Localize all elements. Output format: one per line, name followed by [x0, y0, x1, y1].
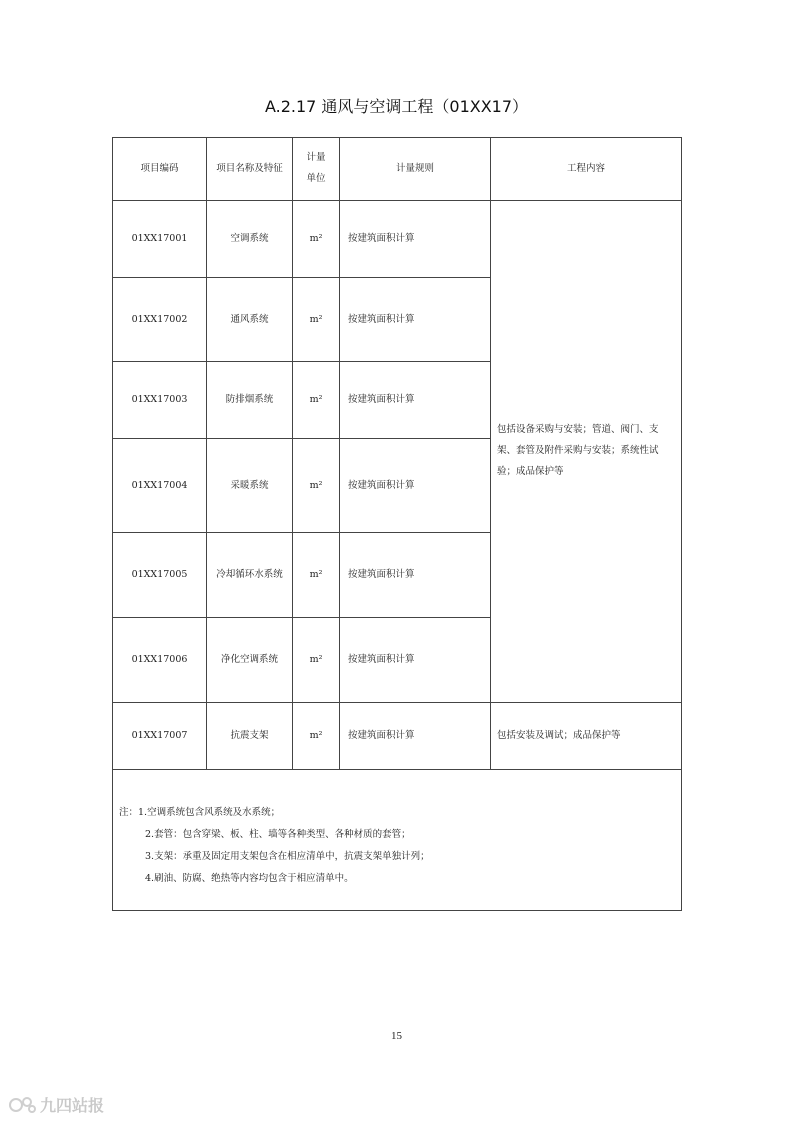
row-name: 抗震支架 [207, 703, 293, 770]
header-unit-line1: 计量 [306, 152, 326, 164]
row-rule: 按建筑面积计算 [340, 362, 491, 439]
row-unit: m² [293, 362, 340, 439]
row-content: 包括安装及调试；成品保护等 [491, 703, 682, 770]
row-unit: m² [293, 278, 340, 362]
row-unit: m² [293, 618, 340, 703]
row-code: 01XX17007 [113, 703, 207, 770]
row-unit: m² [293, 439, 340, 533]
header-code: 项目编码 [113, 138, 207, 201]
row-rule: 按建筑面积计算 [340, 618, 491, 703]
row-code: 01XX17002 [113, 278, 207, 362]
row-code: 01XX17003 [113, 362, 207, 439]
row-unit: m² [293, 533, 340, 618]
shared-content-cell: 包括设备采购与安装；管道、阀门、支架、套管及附件采购与安装；系统性试验；成品保护等 [491, 201, 682, 703]
row-unit: m² [293, 201, 340, 278]
row-name: 通风系统 [207, 278, 293, 362]
watermark-logo-icon [8, 1095, 36, 1115]
note-line: 2.套管：包含穿梁、板、柱、墙等各种类型、各种材质的套管； [145, 829, 411, 840]
row-code: 01XX17005 [113, 533, 207, 618]
page-number: 15 [391, 1030, 402, 1042]
header-name: 项目名称及特征 [207, 138, 293, 201]
row-rule: 按建筑面积计算 [340, 703, 491, 770]
row-rule: 按建筑面积计算 [340, 533, 491, 618]
row-code: 01XX17001 [113, 201, 207, 278]
row-rule: 按建筑面积计算 [340, 439, 491, 533]
note-line: 4.刷油、防腐、绝热等内容均包含于相应清单中。 [145, 873, 354, 884]
row-name: 采暖系统 [207, 439, 293, 533]
header-rule: 计量规则 [340, 138, 491, 201]
row-name: 净化空调系统 [207, 618, 293, 703]
notes-cell [113, 770, 682, 911]
header-unit-line2: 单位 [306, 173, 326, 184]
notes-row [113, 770, 682, 911]
table-row [113, 703, 682, 770]
page-title: A.2.17 通风与空调工程（01XX17） [264, 97, 529, 116]
row-rule: 按建筑面积计算 [340, 278, 491, 362]
watermark [8, 1093, 104, 1116]
bill-of-quantities-table [112, 137, 682, 911]
table-row [113, 201, 682, 278]
row-code: 01XX17004 [113, 439, 207, 533]
note-line: 注：1.空调系统包含风系统及水系统； [119, 807, 281, 818]
row-code: 01XX17006 [113, 618, 207, 703]
header-unit [293, 138, 340, 201]
row-rule: 按建筑面积计算 [340, 201, 491, 278]
note-line: 3.支架：承重及固定用支架包含在相应清单中，抗震支架单独计列； [145, 851, 430, 862]
header-content: 工程内容 [491, 138, 682, 201]
watermark-text: 九四站报 [40, 1096, 105, 1115]
row-name: 防排烟系统 [207, 362, 293, 439]
row-name: 冷却循环水系统 [207, 533, 293, 618]
header-row [113, 138, 682, 201]
row-unit: m² [293, 703, 340, 770]
row-name: 空调系统 [207, 201, 293, 278]
